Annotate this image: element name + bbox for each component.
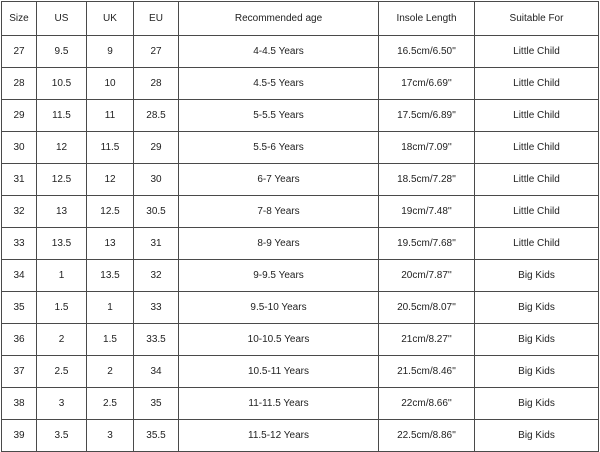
cell-us: 11.5 xyxy=(37,100,87,132)
table-row xyxy=(2,68,599,100)
header-size: Size xyxy=(2,2,37,36)
table-row xyxy=(2,292,599,324)
table-row xyxy=(2,36,599,68)
cell-eu: 29 xyxy=(134,132,179,164)
header-recommended-age: Recommended age xyxy=(179,2,379,36)
cell-uk: 3 xyxy=(87,420,134,452)
cell-recommended-age: 10-10.5 Years xyxy=(179,324,379,356)
cell-recommended-age: 7-8 Years xyxy=(179,196,379,228)
cell-insole-length: 19.5cm/7.68'' xyxy=(379,228,475,260)
cell-size: 29 xyxy=(2,100,37,132)
cell-recommended-age: 6-7 Years xyxy=(179,164,379,196)
cell-eu: 33 xyxy=(134,292,179,324)
cell-insole-length: 21.5cm/8.46'' xyxy=(379,356,475,388)
cell-eu: 33.5 xyxy=(134,324,179,356)
cell-us: 2 xyxy=(37,324,87,356)
cell-us: 2.5 xyxy=(37,356,87,388)
size-chart-table xyxy=(1,1,599,452)
cell-eu: 30 xyxy=(134,164,179,196)
cell-suitable-for: Big Kids xyxy=(475,388,599,420)
cell-recommended-age: 10.5-11 Years xyxy=(179,356,379,388)
table-row xyxy=(2,196,599,228)
cell-size: 28 xyxy=(2,68,37,100)
header-uk: UK xyxy=(87,2,134,36)
cell-suitable-for: Big Kids xyxy=(475,292,599,324)
cell-us: 13 xyxy=(37,196,87,228)
cell-eu: 34 xyxy=(134,356,179,388)
cell-uk: 11 xyxy=(87,100,134,132)
table-row xyxy=(2,164,599,196)
cell-suitable-for: Little Child xyxy=(475,68,599,100)
table-row xyxy=(2,132,599,164)
cell-us: 10.5 xyxy=(37,68,87,100)
cell-recommended-age: 8-9 Years xyxy=(179,228,379,260)
header-row xyxy=(2,2,599,36)
size-chart-container xyxy=(1,1,598,442)
cell-us: 3 xyxy=(37,388,87,420)
cell-size: 39 xyxy=(2,420,37,452)
cell-us: 3.5 xyxy=(37,420,87,452)
cell-eu: 35.5 xyxy=(134,420,179,452)
cell-insole-length: 22cm/8.66'' xyxy=(379,388,475,420)
cell-uk: 12 xyxy=(87,164,134,196)
cell-recommended-age: 4.5-5 Years xyxy=(179,68,379,100)
cell-uk: 2.5 xyxy=(87,388,134,420)
cell-size: 35 xyxy=(2,292,37,324)
cell-recommended-age: 5-5.5 Years xyxy=(179,100,379,132)
cell-recommended-age: 11.5-12 Years xyxy=(179,420,379,452)
cell-eu: 35 xyxy=(134,388,179,420)
cell-recommended-age: 4-4.5 Years xyxy=(179,36,379,68)
cell-uk: 1 xyxy=(87,292,134,324)
table-row xyxy=(2,420,599,452)
cell-insole-length: 17cm/6.69'' xyxy=(379,68,475,100)
cell-size: 30 xyxy=(2,132,37,164)
header-insole-length: Insole Length xyxy=(379,2,475,36)
cell-eu: 30.5 xyxy=(134,196,179,228)
cell-eu: 32 xyxy=(134,260,179,292)
cell-suitable-for: Big Kids xyxy=(475,420,599,452)
cell-insole-length: 17.5cm/6.89'' xyxy=(379,100,475,132)
table-row xyxy=(2,324,599,356)
cell-suitable-for: Big Kids xyxy=(475,356,599,388)
cell-insole-length: 16.5cm/6.50'' xyxy=(379,36,475,68)
cell-recommended-age: 9.5-10 Years xyxy=(179,292,379,324)
table-row xyxy=(2,356,599,388)
cell-uk: 2 xyxy=(87,356,134,388)
cell-size: 32 xyxy=(2,196,37,228)
header-us: US xyxy=(37,2,87,36)
cell-uk: 12.5 xyxy=(87,196,134,228)
cell-recommended-age: 5.5-6 Years xyxy=(179,132,379,164)
cell-uk: 13.5 xyxy=(87,260,134,292)
cell-size: 27 xyxy=(2,36,37,68)
cell-eu: 27 xyxy=(134,36,179,68)
cell-insole-length: 18cm/7.09'' xyxy=(379,132,475,164)
cell-uk: 1.5 xyxy=(87,324,134,356)
cell-us: 12 xyxy=(37,132,87,164)
cell-insole-length: 20cm/7.87'' xyxy=(379,260,475,292)
cell-insole-length: 21cm/8.27'' xyxy=(379,324,475,356)
table-body xyxy=(2,36,599,452)
cell-size: 38 xyxy=(2,388,37,420)
cell-insole-length: 20.5cm/8.07'' xyxy=(379,292,475,324)
cell-insole-length: 19cm/7.48'' xyxy=(379,196,475,228)
cell-size: 36 xyxy=(2,324,37,356)
cell-uk: 11.5 xyxy=(87,132,134,164)
cell-size: 31 xyxy=(2,164,37,196)
cell-suitable-for: Little Child xyxy=(475,36,599,68)
cell-us: 1.5 xyxy=(37,292,87,324)
cell-suitable-for: Little Child xyxy=(475,196,599,228)
table-row xyxy=(2,260,599,292)
cell-size: 33 xyxy=(2,228,37,260)
table-row xyxy=(2,388,599,420)
cell-insole-length: 18.5cm/7.28'' xyxy=(379,164,475,196)
table-row xyxy=(2,228,599,260)
header-eu: EU xyxy=(134,2,179,36)
cell-insole-length: 22.5cm/8.86'' xyxy=(379,420,475,452)
cell-suitable-for: Little Child xyxy=(475,164,599,196)
cell-us: 1 xyxy=(37,260,87,292)
cell-uk: 10 xyxy=(87,68,134,100)
cell-us: 13.5 xyxy=(37,228,87,260)
cell-size: 34 xyxy=(2,260,37,292)
cell-suitable-for: Little Child xyxy=(475,228,599,260)
cell-us: 12.5 xyxy=(37,164,87,196)
cell-recommended-age: 9-9.5 Years xyxy=(179,260,379,292)
cell-suitable-for: Big Kids xyxy=(475,324,599,356)
cell-eu: 28.5 xyxy=(134,100,179,132)
cell-size: 37 xyxy=(2,356,37,388)
header-suitable-for: Suitable For xyxy=(475,2,599,36)
cell-eu: 31 xyxy=(134,228,179,260)
cell-uk: 9 xyxy=(87,36,134,68)
table-row xyxy=(2,100,599,132)
cell-suitable-for: Big Kids xyxy=(475,260,599,292)
cell-recommended-age: 11-11.5 Years xyxy=(179,388,379,420)
cell-eu: 28 xyxy=(134,68,179,100)
cell-us: 9.5 xyxy=(37,36,87,68)
cell-suitable-for: Little Child xyxy=(475,132,599,164)
cell-uk: 13 xyxy=(87,228,134,260)
cell-suitable-for: Little Child xyxy=(475,100,599,132)
